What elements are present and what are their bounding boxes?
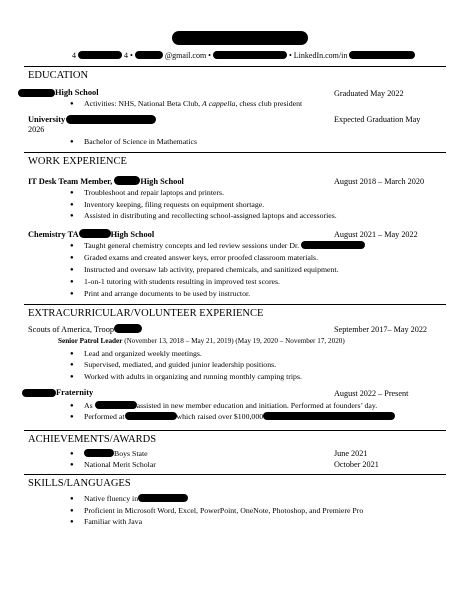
contact-email: @gmail.com • [164,51,211,60]
edu-bullet-2: ● Bachelor of Science in Mathematics [84,137,197,146]
divider [24,474,446,475]
work-bullet: ● Instructed and oversaw lab activity, prepared chemicals, and sanitized equipment. [84,265,339,274]
skill-item: ● Native fluency in [84,494,188,503]
work-bullet: ● Taught general chemistry concepts and led review sessions under Dr. [84,241,365,250]
extra-date-2: August 2022 – Present [334,389,409,398]
extra-subtitle: Senior Patrol Leader (November 13, 2018 – May 21, 2019) (May 19, 2020 – November 17, 2020) [58,337,345,345]
divider [24,66,446,67]
work-bullet: ● 1-on-1 tutoring with students resulting in improved test scores. [84,277,280,286]
email-redacted [135,51,163,59]
edu-org-2: University [28,115,66,124]
extra-org-1: Scouts of America, Troop [28,324,142,334]
work-bullet: ● Graded exams and created answer keys, error proofed classroom materials. [84,253,318,262]
section-title-extracurricular: EXTRACURRICULAR/VOLUNTEER EXPERIENCE [28,308,264,319]
extra-bullet: ● Worked with adults in organizing and running monthly camping trips. [84,372,302,381]
achievement-item: ● National Merit Scholar [84,460,156,469]
work-org-1: IT Desk Team Member, High School [28,177,184,186]
skill-item: ● Familiar with Java [84,517,142,526]
work-org-2: Chemistry TA High School [28,230,155,239]
edu-org-1: High School [55,88,99,97]
divider [24,152,446,153]
university-name-redacted [66,115,156,124]
address-redacted [213,51,287,59]
work-bullet: ● Inventory keeping, filing requests on equipment shortage. [84,200,264,209]
section-title-work: WORK EXPERIENCE [28,156,127,167]
extra-org-2: Fraternity [56,388,94,397]
extra-bullet: ● Performed at which raised over $100,000 [84,412,395,421]
edu-bullet-1: ● Activities: NHS, National Beta Club, A cappella, chess club president [84,99,302,108]
fraternity-name-redacted [22,389,56,397]
divider [24,430,446,431]
work-date-2: August 2021 – May 2022 [334,230,418,239]
section-title-achievements: ACHIEVEMENTS/AWARDS [28,434,157,445]
contact-prefix: 4 [72,51,76,60]
work-bullet: ● Assisted in distributing and recollecting school-assigned laptops and accessories. [84,211,337,220]
edu-date-2: Expected Graduation May [334,115,421,124]
extra-date-1: September 2017– May 2022 [334,325,428,334]
extra-bullet: ● As assisted in new member education and initiation. Performed at founders’ day. [84,401,377,410]
work-bullet: ● Troubleshoot and repair laptops and printers. [84,188,224,197]
skill-item: ● Proficient in Microsoft Word, Excel, PowerPoint, OneNote, Photoshop, and Premiere Pro [84,506,363,515]
section-title-skills: SKILLS/LANGUAGES [28,478,131,489]
edu-date-2-cont: 2026 [28,125,45,134]
section-title-education: EDUCATION [28,70,89,81]
achievement-date: June 2021 [334,449,368,458]
work-bullet: ● Print and arrange documents to be used by instructor. [84,289,250,298]
work-date-1: August 2018 – March 2020 [334,177,425,186]
linkedin-redacted [349,51,415,59]
contact-mid: 4 • [124,51,133,60]
phone-redacted [78,51,122,59]
name-redacted [172,31,308,45]
contact-line [72,51,415,60]
achievement-date: October 2021 [334,460,379,469]
contact-linkedin: • LinkedIn.com/in [288,51,348,60]
achievement-item: ● Boys State [84,449,148,458]
edu-date-1: Graduated May 2022 [334,89,404,98]
highschool-name-redacted [18,89,55,97]
extra-bullet: ● Lead and organized weekly meetings. [84,349,202,358]
extra-bullet: ● Supervised, mediated, and guided junior leadership positions. [84,360,276,369]
divider [24,304,446,305]
